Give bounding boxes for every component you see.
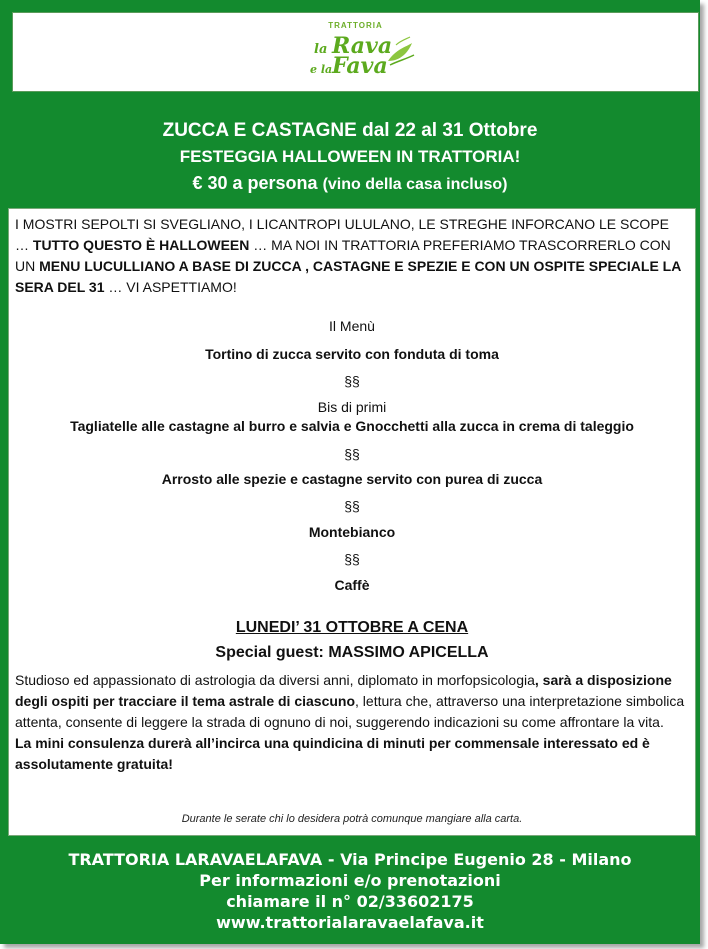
menu-separator-3: §§: [344, 498, 360, 514]
svg-text:Rava: Rava: [332, 33, 393, 59]
svg-text:la: la: [314, 42, 328, 57]
footer-website[interactable]: www.trattorialaravaelafava.it: [216, 913, 484, 932]
footer-info: Per informazioni e/o prenotazioni: [199, 871, 501, 890]
menu-separator-4: §§: [344, 551, 360, 567]
carta-note: Durante le serate chi lo desidera potrà comunque mangiare alla carta.: [181, 813, 523, 825]
menu-item-3: Arrosto alle spezie e castagne servito con purea di zucca: [161, 471, 543, 487]
menu-title: Il Menù: [329, 318, 375, 334]
menu-separator-1: §§: [344, 373, 360, 389]
menu-separator-2: §§: [344, 446, 360, 462]
intro-text-1: I MOSTRI SEPOLTI SI SVEGLIANO, I LICANTROPI ULULANO, LE STREGHE INFORCANO LE SCOPE …: [15, 216, 669, 253]
footer-address: TRATTORIA LARAVAELAFAVA - Via Principe Eugenio 28 - Milano: [68, 850, 632, 869]
menu-item-5: Caffè: [334, 577, 370, 593]
bio-text-4: La mini consulenza durerà all’incirca una quindicina di minuti per commensale interessato ed è assolutamente gratuita!: [15, 735, 650, 772]
bio-text-1: Studioso ed appassionato di astrologia da diversi anni, diplomato in morfopsicologia: [15, 672, 535, 688]
header-price-note: (vino della casa incluso): [322, 176, 508, 193]
content-box: [8, 208, 696, 836]
footer-phone: chiamare il n° 02/33602175: [226, 892, 474, 911]
header-subtitle: FESTEGGIA HALLOWEEN IN TRATTORIA!: [179, 147, 521, 166]
menu-item-4: Montebianco: [308, 524, 396, 540]
header-price-line: [0, 173, 700, 194]
guest-bio: [15, 670, 689, 775]
svg-text:Fava: Fava: [332, 53, 388, 79]
menu-item-2: Tagliatelle alle castagne al burro e salvia e Gnocchetti alla zucca in crema di taleggio: [70, 418, 634, 434]
logo-icon: [310, 31, 420, 85]
bio-text-3: , lettura che, attraverso una interpretazione simbolica attenta, consente di leggere la strada di ognuno di noi, suggerendo indicazioni su come affrontare la vita.: [15, 693, 685, 730]
intro-text-2: TUTTO QUESTO È HALLOWEEN: [32, 237, 250, 253]
intro-text-5: … VI ASPETTIAMO!: [104, 279, 237, 295]
menu-bis-label: Bis di primi: [317, 399, 387, 415]
svg-text:e la: e la: [310, 63, 333, 76]
logo-box: [12, 12, 699, 92]
bio-text-2: , sarà a disposizione degli ospiti per tracciare il tema astrale di ciascuno: [15, 672, 672, 709]
intro-text-3: … MA NOI IN TRATTORIA PREFERIAMO TRASCORRERLO CON UN: [15, 237, 671, 274]
header-price: € 30 a persona: [192, 173, 318, 193]
intro-text-4: MENU LUCULLIANO A BASE DI ZUCCA , CASTAGNE E SPEZIE E CON UN OSPITE SPECIALE LA SERA DEL 31: [15, 258, 681, 295]
intro-paragraph: [15, 214, 685, 298]
event-guest: Special guest: MASSIMO APICELLA: [215, 644, 489, 661]
logo-trattoria-label: TRATTORIA: [328, 21, 383, 30]
menu-item-1: Tortino di zucca servito con fonduta di toma: [205, 346, 499, 362]
event-date: LUNEDI’ 31 OTTOBRE A CENA: [235, 619, 469, 636]
header-title: ZUCCA E CASTAGNE dal 22 al 31 Ottobre: [162, 120, 538, 141]
